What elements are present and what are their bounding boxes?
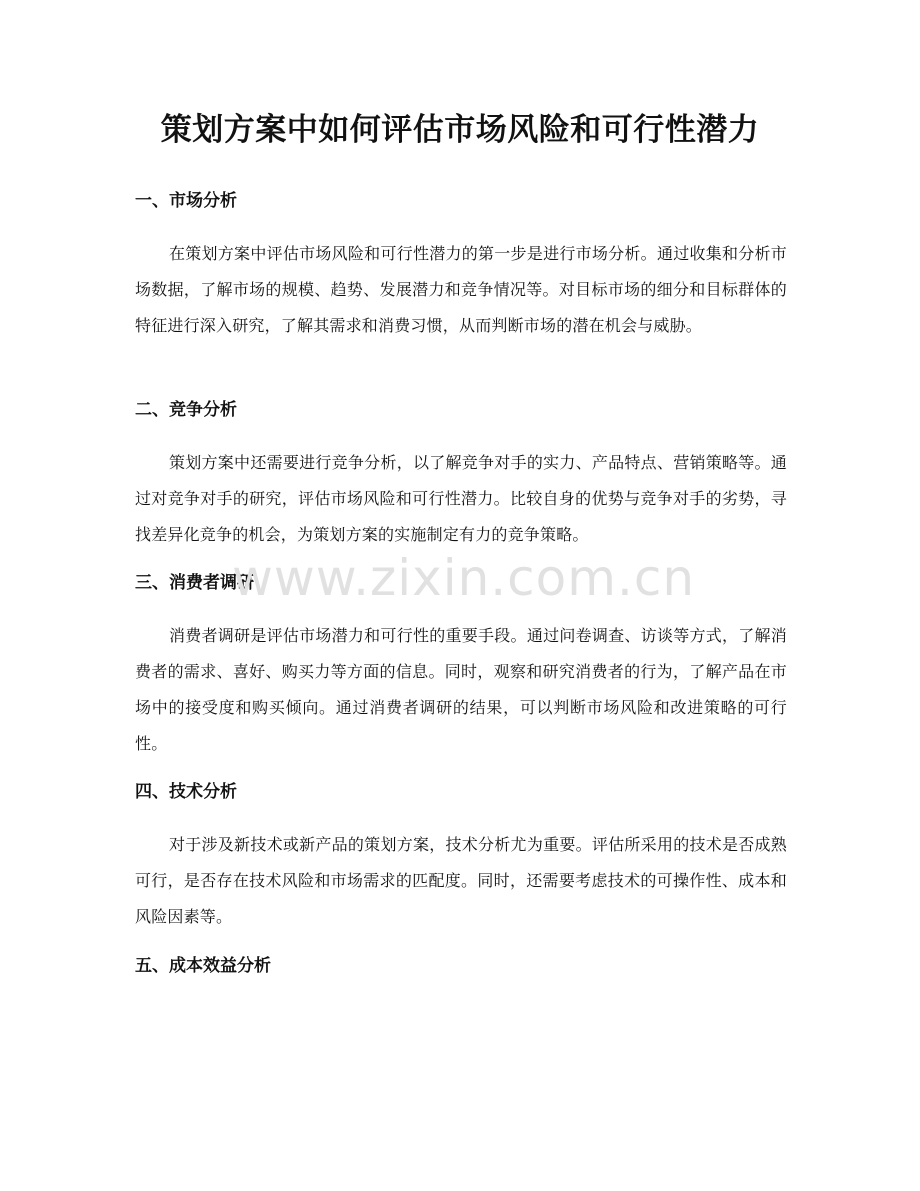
section-heading: 三、消费者调研 [135,573,254,593]
section-paragraph: 消费者调研是评估市场潜力和可行性的重要手段。通过问卷调查、访谈等方式，了解消费者的需求、喜好、购买力等方面的信息。同时，观察和研究消费者的行为，了解产品在市场中的接受度和购买倾向。通过消费者调研的结果，可以判断市场风险和改进策略的可行性。 [135,626,787,753]
section-heading: 五、成本效益分析 [135,956,271,976]
document-title: 策划方案中如何评估市场风险和可行性潜力 [160,112,760,148]
section-paragraph: 对于涉及新技术或新产品的策划方案，技术分析尤为重要。评估所采用的技术是否成熟可行，是否存在技术风险和市场需求的匹配度。同时，还需要考虑技术的可操作性、成本和风险因素等。 [135,835,787,926]
section-heading: 四、技术分析 [135,782,237,802]
section-paragraph: 策划方案中还需要进行竞争分析，以了解竞争对手的实力、产品特点、营销策略等。通过对竞争对手的研究，评估市场风险和可行性潜力。比较自身的优势与竞争对手的劣势，寻找差异化竞争的机会，为策划方案的实施制定有力的竞争策略。 [135,453,787,544]
section-paragraph: 在策划方案中评估市场风险和可行性潜力的第一步是进行市场分析。通过收集和分析市场数据，了解市场的规模、趋势、发展潜力和竞争情况等。对目标市场的细分和目标群体的特征进行深入研究，了解其需求和消费习惯，从而判断市场的潜在机会与威胁。 [135,244,787,335]
section-competition-analysis [135,398,787,553]
section-cost-benefit-analysis [135,954,787,978]
section-consumer-research [135,571,787,762]
watermark: www.zixin.com.cn [232,549,696,607]
section-technical-analysis [135,780,787,935]
section-heading: 二、竞争分析 [135,400,237,420]
section-market-analysis [135,189,787,344]
section-heading: 一、市场分析 [135,191,237,211]
